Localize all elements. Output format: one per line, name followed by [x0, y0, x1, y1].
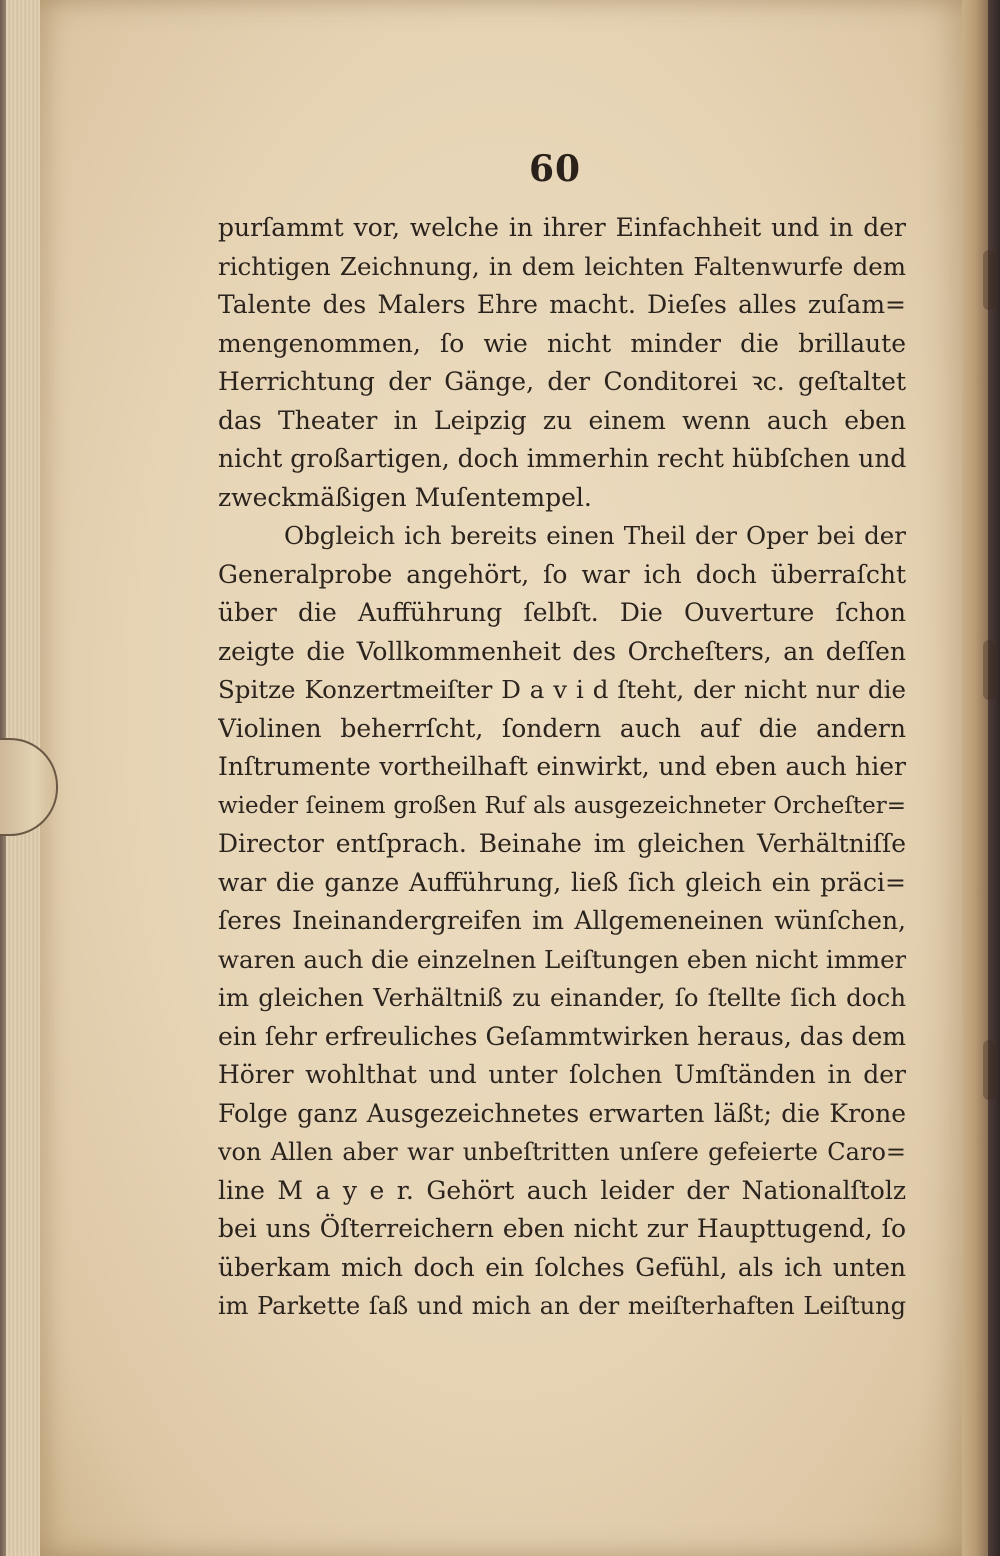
text-line: zweckmäßigen Muſentempel.: [218, 482, 592, 512]
text-line: Spitze Konzertmeiſter D a v i d ſteht, der nicht nur die: [218, 675, 906, 704]
text-line: von Allen aber war unbeſtritten unſere gefeierte Caro=: [218, 1138, 906, 1166]
text-line: ein ſehr erfreuliches Geſammtwirken heraus, das dem: [218, 1021, 906, 1051]
text-line: Folge ganz Ausgezeichnetes erwarten läßt; die Krone: [218, 1098, 906, 1128]
text-line: mengenommen, ſo wie nicht minder die brillaute: [218, 328, 906, 358]
page-number: 60: [528, 148, 582, 190]
text-line: richtigen Zeichnung, in dem leichten Faltenwurfe dem: [218, 251, 906, 281]
text-line: zeigte die Vollkommenheit des Orcheſters, an deſſen: [218, 636, 906, 666]
text-line: wieder ſeinem großen Ruf als ausgezeichneter Orcheſter=: [218, 792, 906, 819]
body-text: [218, 209, 906, 1326]
text-line: war die ganze Aufführung, ließ ſich gleich ein präci=: [218, 867, 906, 897]
show-through-mark: [983, 250, 995, 310]
text-line: Director entſprach. Beinahe im gleichen Verhältniſſe: [218, 829, 906, 858]
paragraph-start-line: Obgleich ich bereits einen Theil der Oper bei der: [284, 521, 906, 550]
text-line: ſeres Ineinandergreifen im Allgemeneinen wünſchen,: [218, 906, 906, 935]
text-line: Hörer wohlthat und unter ſolchen Umſtänden in der: [218, 1060, 906, 1089]
text-line: waren auch die einzelnen Leiſtungen eben nicht immer: [218, 944, 906, 974]
text-line: Inſtrumente vortheilhaft einwirkt, und eben auch hier: [218, 752, 906, 781]
text-line: das Theater in Leipzig zu einem wenn auch eben: [218, 405, 906, 435]
text-line: line M a y e r. Gehört auch leider der Nationalſtolz: [218, 1175, 906, 1205]
text-line: purſammt vor, welche in ihrer Einfachheit und in der: [218, 213, 906, 242]
text-line: Violinen beherrſcht, ſondern auch auf die andern: [218, 713, 906, 743]
text-line: nicht großartigen, doch immerhin recht hübſchen und: [218, 444, 906, 473]
show-through-mark: [983, 640, 995, 700]
binding-shadow-right: [988, 0, 1000, 1556]
text-line: Generalprobe angehört, ſo war ich doch überraſcht: [218, 559, 906, 589]
text-line: Herrichtung der Gänge, der Conditorei ꝛc. geſtaltet: [218, 367, 906, 396]
text-line: überkam mich doch ein ſolches Gefühl, als ich unten: [218, 1252, 906, 1282]
text-line: bei uns Öſterreichern eben nicht zur Haupttugend, ſo: [218, 1214, 906, 1243]
text-line: im gleichen Verhältniß zu einander, ſo ſtellte ſich doch: [218, 983, 906, 1012]
text-line: im Parkette ſaß und mich an der meiſterhaften Leiſtung: [218, 1292, 906, 1320]
text-line: über die Aufführung ſelbſt. Die Ouverture ſchon: [218, 598, 906, 627]
show-through-mark: [983, 1040, 995, 1100]
text-line: Talente des Malers Ehre macht. Dieſes alles zuſam=: [218, 290, 906, 319]
